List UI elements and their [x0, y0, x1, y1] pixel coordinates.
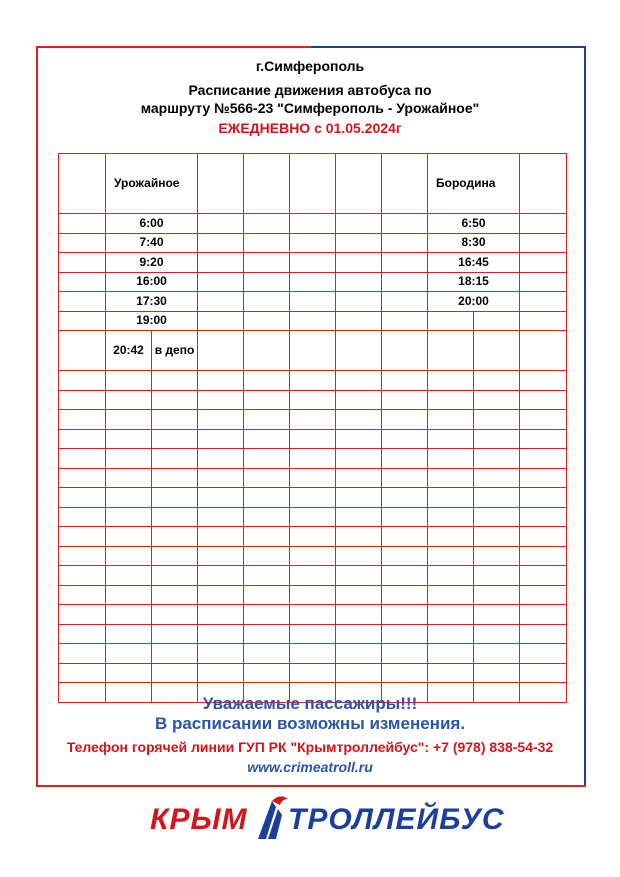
- empty-cell: [428, 566, 474, 586]
- empty-cell: [198, 233, 244, 253]
- empty-cell: [474, 566, 520, 586]
- empty-cell: [382, 624, 428, 644]
- logo-word-trolleybus: ТРОЛЛЕЙБУС: [288, 803, 505, 836]
- empty-cell: [382, 154, 428, 214]
- table-row: [59, 410, 567, 430]
- empty-cell: [520, 585, 567, 605]
- empty-cell: [244, 154, 290, 214]
- empty-cell: [244, 507, 290, 527]
- empty-cell: [198, 214, 244, 234]
- table-row: [59, 527, 567, 547]
- empty-cell: [198, 585, 244, 605]
- empty-cell: [152, 585, 198, 605]
- empty-cell: [152, 488, 198, 508]
- empty-cell: [198, 410, 244, 430]
- empty-cell: [290, 292, 336, 312]
- empty-cell: [474, 429, 520, 449]
- empty-cell: [59, 371, 106, 391]
- table-row: [59, 371, 567, 391]
- empty-cell: [336, 154, 382, 214]
- empty-cell: [382, 488, 428, 508]
- city-title: г.Симферополь: [255, 58, 365, 74]
- empty-cell: [290, 272, 336, 292]
- empty-cell: [520, 410, 567, 430]
- table-row: [59, 292, 567, 312]
- empty-cell: [520, 331, 567, 371]
- table-row: [59, 214, 567, 234]
- empty-cell: [59, 233, 106, 253]
- empty-cell: [474, 546, 520, 566]
- departure-time-from: 9:20: [106, 253, 198, 273]
- empty-cell: [244, 663, 290, 683]
- empty-cell: [428, 644, 474, 664]
- empty-cell: [428, 331, 474, 371]
- empty-cell: [244, 233, 290, 253]
- empty-cell: [59, 390, 106, 410]
- empty-cell: [382, 507, 428, 527]
- empty-cell: [520, 546, 567, 566]
- empty-cell: [382, 233, 428, 253]
- empty-cell: [382, 449, 428, 469]
- empty-cell: [474, 371, 520, 391]
- empty-cell: [106, 644, 152, 664]
- empty-cell: [244, 468, 290, 488]
- frame-bottom: [36, 785, 586, 787]
- empty-cell: [244, 488, 290, 508]
- empty-cell: [336, 663, 382, 683]
- empty-cell: [152, 410, 198, 430]
- table-row: [59, 624, 567, 644]
- empty-cell: [244, 272, 290, 292]
- empty-cell: [382, 311, 428, 331]
- empty-cell: [106, 605, 152, 625]
- empty-cell: [474, 585, 520, 605]
- empty-cell: [474, 624, 520, 644]
- departure-time-from: 6:00: [106, 214, 198, 234]
- empty-cell: [198, 527, 244, 547]
- empty-cell: [198, 390, 244, 410]
- empty-cell: [336, 253, 382, 273]
- departure-time-to: 16:45: [428, 253, 520, 273]
- empty-cell: [474, 331, 520, 371]
- changes-notice: В расписании возможны изменения.: [154, 714, 466, 733]
- empty-cell: [474, 644, 520, 664]
- empty-cell: [290, 507, 336, 527]
- departure-time-from: 16:00: [106, 272, 198, 292]
- empty-cell: [198, 311, 244, 331]
- frame-top-blue: [311, 46, 586, 48]
- empty-cell: [106, 410, 152, 430]
- empty-cell: [198, 272, 244, 292]
- empty-cell: [106, 663, 152, 683]
- empty-cell: [59, 292, 106, 312]
- empty-cell: [520, 233, 567, 253]
- table-row: [59, 272, 567, 292]
- empty-cell: [244, 605, 290, 625]
- table-row: [59, 488, 567, 508]
- empty-cell: [198, 371, 244, 391]
- table-row: [59, 644, 567, 664]
- empty-cell: [106, 390, 152, 410]
- empty-cell: [520, 253, 567, 273]
- empty-cell: [152, 429, 198, 449]
- empty-cell: [520, 507, 567, 527]
- empty-cell: [520, 429, 567, 449]
- empty-cell: [198, 154, 244, 214]
- empty-cell: [59, 624, 106, 644]
- empty-cell: [520, 527, 567, 547]
- table-row: [59, 585, 567, 605]
- empty-cell: [382, 371, 428, 391]
- empty-cell: [336, 429, 382, 449]
- empty-cell: [474, 390, 520, 410]
- table-row: [59, 507, 567, 527]
- empty-cell: [59, 429, 106, 449]
- empty-cell: [152, 390, 198, 410]
- empty-cell: [152, 371, 198, 391]
- empty-cell: [520, 644, 567, 664]
- empty-cell: [106, 468, 152, 488]
- empty-cell: [106, 624, 152, 644]
- empty-cell: [474, 663, 520, 683]
- empty-cell: [520, 449, 567, 469]
- empty-cell: [290, 410, 336, 430]
- empty-cell: [290, 488, 336, 508]
- empty-cell: [336, 390, 382, 410]
- empty-cell: [382, 390, 428, 410]
- empty-cell: [474, 507, 520, 527]
- empty-cell: [336, 546, 382, 566]
- empty-cell: [152, 546, 198, 566]
- frame-left: [36, 46, 38, 787]
- table-row: [59, 311, 567, 331]
- empty-cell: [244, 390, 290, 410]
- empty-cell: [59, 507, 106, 527]
- empty-cell: [244, 585, 290, 605]
- empty-cell: [244, 449, 290, 469]
- empty-cell: [152, 644, 198, 664]
- empty-cell: [336, 566, 382, 586]
- empty-cell: [290, 311, 336, 331]
- empty-cell: [59, 154, 106, 214]
- empty-cell: [244, 527, 290, 547]
- empty-cell: [520, 154, 567, 214]
- frame-right: [584, 46, 586, 787]
- last-departure-time: 20:42: [106, 331, 152, 371]
- empty-cell: [244, 311, 290, 331]
- empty-cell: [290, 468, 336, 488]
- empty-cell: [336, 214, 382, 234]
- empty-cell: [382, 253, 428, 273]
- empty-cell: [428, 311, 474, 331]
- empty-cell: [290, 585, 336, 605]
- empty-cell: [244, 331, 290, 371]
- empty-cell: [106, 585, 152, 605]
- empty-cell: [152, 507, 198, 527]
- empty-cell: [152, 449, 198, 469]
- empty-cell: [382, 566, 428, 586]
- empty-cell: [336, 624, 382, 644]
- empty-cell: [520, 566, 567, 586]
- departure-time-to: 18:15: [428, 272, 520, 292]
- empty-cell: [106, 566, 152, 586]
- departure-time-from: 7:40: [106, 233, 198, 253]
- empty-cell: [428, 429, 474, 449]
- empty-cell: [382, 410, 428, 430]
- empty-cell: [290, 233, 336, 253]
- empty-cell: [59, 331, 106, 371]
- empty-cell: [244, 410, 290, 430]
- empty-cell: [382, 429, 428, 449]
- table-row: [59, 390, 567, 410]
- empty-cell: [59, 449, 106, 469]
- empty-cell: [520, 605, 567, 625]
- empty-cell: [428, 468, 474, 488]
- empty-cell: [336, 468, 382, 488]
- empty-cell: [474, 605, 520, 625]
- table-row: [59, 468, 567, 488]
- empty-cell: [336, 331, 382, 371]
- empty-cell: [198, 449, 244, 469]
- empty-cell: [244, 214, 290, 234]
- empty-cell: [59, 663, 106, 683]
- empty-cell: [382, 644, 428, 664]
- empty-cell: [428, 449, 474, 469]
- empty-cell: [336, 292, 382, 312]
- empty-cell: [244, 429, 290, 449]
- empty-cell: [520, 663, 567, 683]
- empty-cell: [520, 214, 567, 234]
- empty-cell: [428, 410, 474, 430]
- empty-cell: [244, 624, 290, 644]
- table-row: [59, 663, 567, 683]
- empty-cell: [382, 663, 428, 683]
- empty-cell: [152, 527, 198, 547]
- empty-cell: [198, 488, 244, 508]
- empty-cell: [244, 253, 290, 273]
- schedule-title-line2: маршруту №566-23 "Симферополь - Урожайное": [140, 100, 480, 116]
- empty-cell: [152, 663, 198, 683]
- schedule-title-line1: Расписание движения автобуса по: [188, 82, 432, 98]
- to-stop-header: Бородина: [428, 154, 520, 214]
- empty-cell: [290, 605, 336, 625]
- empty-cell: [106, 449, 152, 469]
- empty-cell: [59, 272, 106, 292]
- empty-cell: [59, 546, 106, 566]
- departure-time-to: 8:30: [428, 233, 520, 253]
- empty-cell: [428, 585, 474, 605]
- empty-cell: [152, 468, 198, 488]
- empty-cell: [290, 331, 336, 371]
- empty-cell: [59, 527, 106, 547]
- empty-cell: [336, 272, 382, 292]
- empty-cell: [428, 663, 474, 683]
- empty-cell: [336, 488, 382, 508]
- empty-cell: [244, 292, 290, 312]
- last-trip-row: [59, 331, 567, 371]
- empty-cell: [59, 410, 106, 430]
- empty-cell: [428, 546, 474, 566]
- empty-cell: [152, 624, 198, 644]
- empty-cell: [382, 527, 428, 547]
- empty-cell: [382, 468, 428, 488]
- empty-cell: [106, 546, 152, 566]
- empty-cell: [59, 585, 106, 605]
- passengers-notice: Уважаемые пассажиры!!!: [202, 694, 418, 713]
- empty-cell: [290, 449, 336, 469]
- empty-cell: [198, 624, 244, 644]
- empty-cell: [520, 390, 567, 410]
- empty-cell: [520, 292, 567, 312]
- empty-cell: [59, 488, 106, 508]
- empty-cell: [244, 371, 290, 391]
- empty-cell: [520, 624, 567, 644]
- departure-time-from: 19:00: [106, 311, 198, 331]
- empty-cell: [290, 214, 336, 234]
- empty-cell: [198, 331, 244, 371]
- empty-cell: [59, 605, 106, 625]
- empty-cell: [428, 488, 474, 508]
- schedule-table: [58, 153, 567, 703]
- empty-cell: [59, 214, 106, 234]
- empty-cell: [59, 468, 106, 488]
- empty-cell: [336, 644, 382, 664]
- empty-cell: [382, 605, 428, 625]
- frame-top-red: [36, 46, 311, 48]
- empty-cell: [106, 527, 152, 547]
- empty-cell: [244, 644, 290, 664]
- empty-cell: [59, 253, 106, 273]
- empty-cell: [106, 429, 152, 449]
- empty-cell: [474, 527, 520, 547]
- empty-cell: [290, 253, 336, 273]
- empty-cell: [244, 546, 290, 566]
- empty-cell: [336, 449, 382, 469]
- empty-cell: [428, 507, 474, 527]
- empty-cell: [336, 507, 382, 527]
- empty-cell: [520, 468, 567, 488]
- empty-cell: [520, 488, 567, 508]
- departure-time-to: 6:50: [428, 214, 520, 234]
- empty-cell: [106, 488, 152, 508]
- empty-cell: [336, 410, 382, 430]
- empty-cell: [198, 566, 244, 586]
- empty-cell: [59, 566, 106, 586]
- empty-cell: [474, 449, 520, 469]
- empty-cell: [198, 507, 244, 527]
- empty-cell: [474, 488, 520, 508]
- departure-time-from: 17:30: [106, 292, 198, 312]
- empty-cell: [106, 507, 152, 527]
- empty-cell: [520, 272, 567, 292]
- empty-cell: [474, 410, 520, 430]
- schedule-validity: ЕЖЕДНЕВНО с 01.05.2024г: [218, 120, 402, 136]
- company-logo: [150, 793, 505, 845]
- table-row: [59, 233, 567, 253]
- empty-cell: [428, 624, 474, 644]
- empty-cell: [382, 585, 428, 605]
- empty-cell: [152, 605, 198, 625]
- empty-cell: [336, 371, 382, 391]
- empty-cell: [428, 371, 474, 391]
- table-row: [59, 253, 567, 273]
- empty-cell: [290, 371, 336, 391]
- empty-cell: [474, 468, 520, 488]
- empty-cell: [290, 663, 336, 683]
- empty-cell: [382, 272, 428, 292]
- empty-cell: [336, 233, 382, 253]
- table-row: [59, 429, 567, 449]
- empty-cell: [198, 663, 244, 683]
- empty-cell: [198, 429, 244, 449]
- empty-cell: [382, 214, 428, 234]
- empty-cell: [336, 605, 382, 625]
- empty-cell: [106, 371, 152, 391]
- empty-cell: [59, 311, 106, 331]
- table-row: [59, 566, 567, 586]
- website-link[interactable]: www.crimeatroll.ru: [247, 759, 373, 775]
- header-row: [59, 154, 567, 214]
- empty-cell: [336, 527, 382, 547]
- empty-cell: [428, 527, 474, 547]
- empty-cell: [474, 311, 520, 331]
- from-stop-header: Урожайное: [106, 154, 198, 214]
- empty-cell: [520, 371, 567, 391]
- empty-cell: [428, 390, 474, 410]
- empty-cell: [428, 605, 474, 625]
- empty-cell: [244, 566, 290, 586]
- empty-cell: [290, 566, 336, 586]
- empty-cell: [290, 390, 336, 410]
- table-row: [59, 546, 567, 566]
- empty-cell: [59, 644, 106, 664]
- logo-word-krym: КРЫМ: [150, 803, 248, 836]
- empty-cell: [290, 624, 336, 644]
- departure-time-to: 20:00: [428, 292, 520, 312]
- empty-cell: [198, 644, 244, 664]
- empty-cell: [198, 253, 244, 273]
- empty-cell: [336, 585, 382, 605]
- empty-cell: [382, 331, 428, 371]
- empty-cell: [198, 546, 244, 566]
- empty-cell: [382, 292, 428, 312]
- table-row: [59, 449, 567, 469]
- empty-cell: [290, 154, 336, 214]
- empty-cell: [382, 546, 428, 566]
- depot-note: в депо: [152, 331, 198, 371]
- empty-cell: [290, 644, 336, 664]
- empty-cell: [336, 311, 382, 331]
- empty-cell: [198, 605, 244, 625]
- empty-cell: [198, 468, 244, 488]
- empty-cell: [290, 546, 336, 566]
- empty-cell: [520, 311, 567, 331]
- empty-cell: [290, 429, 336, 449]
- empty-cell: [152, 566, 198, 586]
- table-row: [59, 605, 567, 625]
- empty-cell: [290, 527, 336, 547]
- empty-cell: [198, 292, 244, 312]
- eagle-emblem-icon: [250, 793, 292, 843]
- hotline-text: Телефон горячей линии ГУП РК "Крымтроллейбус": +7 (978) 838-54-32: [66, 739, 554, 755]
